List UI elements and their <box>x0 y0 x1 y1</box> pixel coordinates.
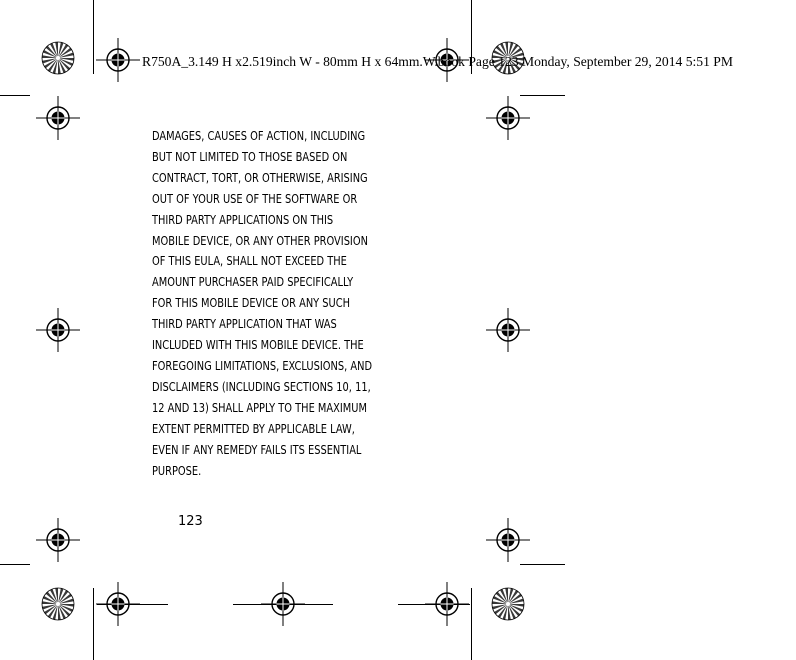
body-line: MOBILE DEVICE, OR ANY OTHER PROVISION <box>152 233 368 248</box>
registration-mark-icon <box>36 96 80 140</box>
body-line: EVEN IF ANY REMEDY FAILS ITS ESSENTIAL <box>152 442 362 457</box>
body-line: FOR THIS MOBILE DEVICE OR ANY SUCH <box>152 296 351 311</box>
color-bar-icon <box>42 588 74 620</box>
body-line: OF THIS EULA, SHALL NOT EXCEED THE <box>152 254 347 269</box>
color-bar-icon <box>42 42 74 74</box>
registration-mark-icon <box>425 582 469 626</box>
body-text <box>152 126 448 481</box>
body-line: PURPOSE. <box>152 463 202 478</box>
body-line: EXTENT PERMITTED BY APPLICABLE LAW, <box>152 421 355 436</box>
registration-mark-icon <box>261 582 305 626</box>
header-slug: R750A_3.149 H x2.519inch W - 80mm H x 64mm.W.book Page 123 Monday, September 29, 2014 5:51 PM <box>142 54 733 69</box>
body-line: THIRD PARTY APPLICATIONS ON THIS <box>152 212 334 227</box>
body-line: AMOUNT PURCHASER PAID SPECIFICALLY <box>152 275 354 290</box>
registration-mark-icon <box>96 582 140 626</box>
body-line: BUT NOT LIMITED TO THOSE BASED ON <box>152 149 348 164</box>
body-line: THIRD PARTY APPLICATION THAT WAS <box>152 317 337 332</box>
body-line: 12 AND 13) SHALL APPLY TO THE MAXIMUM <box>152 400 367 415</box>
body-line: DAMAGES, CAUSES OF ACTION, INCLUDING <box>152 129 366 143</box>
registration-mark-icon <box>36 518 80 562</box>
body-line: DISCLAIMERS (INCLUDING SECTIONS 10, 11, <box>152 379 371 394</box>
color-bar-icon <box>492 588 524 620</box>
body-line: OUT OF YOUR USE OF THE SOFTWARE OR <box>152 191 358 206</box>
body-line: CONTRACT, TORT, OR OTHERWISE, ARISING <box>152 170 368 185</box>
body-line: INCLUDED WITH THIS MOBILE DEVICE. THE <box>152 338 364 353</box>
registration-mark-icon <box>486 96 530 140</box>
registration-mark-icon <box>486 518 530 562</box>
registration-mark-icon <box>486 308 530 352</box>
registration-mark-icon <box>36 308 80 352</box>
page-number: 123 <box>178 514 203 529</box>
registration-mark-icon <box>96 38 140 82</box>
body-line: FOREGOING LIMITATIONS, EXCLUSIONS, AND <box>152 358 373 373</box>
